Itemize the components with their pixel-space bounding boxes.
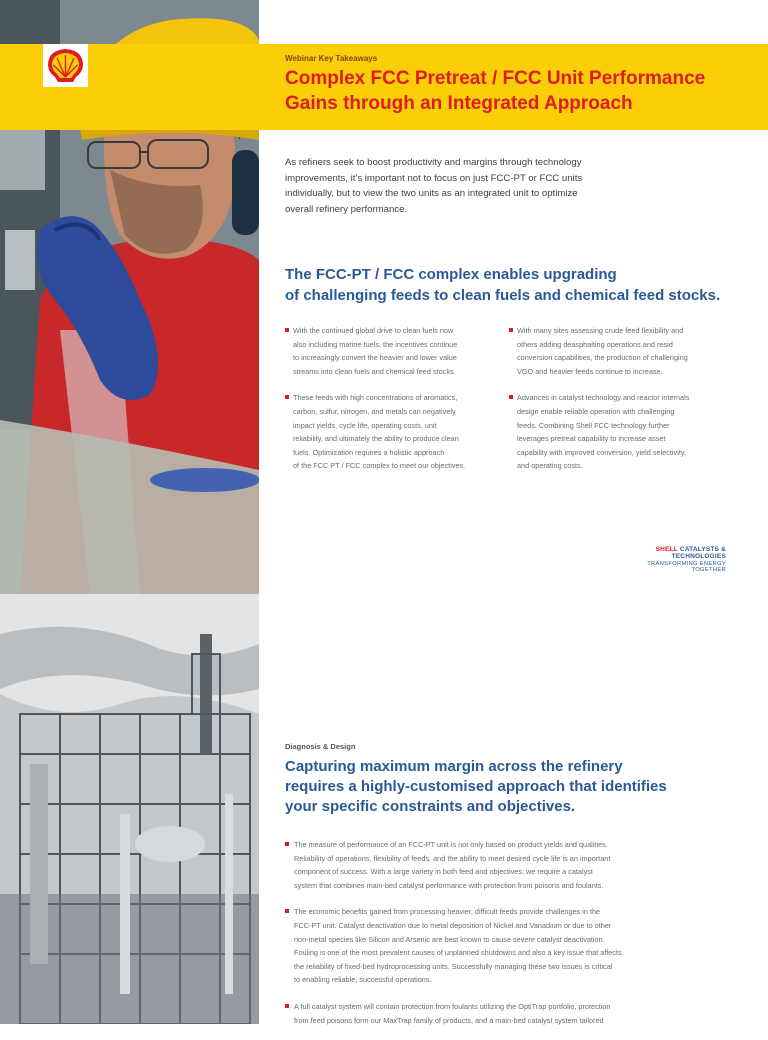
bullet-line: of the FCC PT / FCC complex to meet our objectives. — [293, 461, 466, 471]
section2-heading — [285, 757, 705, 817]
page-title — [285, 66, 745, 116]
bullet-line: fuels. Optimization requires a holistic approach — [293, 447, 445, 457]
webinar-eyebrow: Webinar Key Takeaways — [285, 54, 378, 63]
intro-paragraph — [285, 155, 615, 217]
bullet-paragraph — [285, 905, 665, 987]
bullet-paragraph — [285, 391, 485, 473]
intro-line: improvements, it’s important not to focus on just FCC-PT or FCC units — [285, 172, 583, 184]
bullet-line: VGO and heavier feeds continue to increase. — [517, 366, 663, 376]
bullet-line: feeds. Combining Shell FCC technology further — [517, 420, 670, 430]
bullet-line: streams into clean fuels and chemical feed stocks. — [293, 366, 456, 376]
bullet-line: capability with improved conversion, yield selectivity, — [517, 447, 686, 457]
brand-division: CATALYSTS & TECHNOLOGIES — [671, 546, 726, 560]
bullet-line: These feeds with high concentrations of aromatics, — [293, 393, 458, 403]
bullet-line: the reliability of fixed-bed hydroprocessing units. Successfully managing these two issues is critical — [294, 961, 613, 971]
red-square-bullet-icon — [285, 328, 289, 332]
bullet-line: carbon, sulfur, nitrogen, and metals can negatively — [293, 406, 456, 416]
brand-name — [616, 546, 726, 560]
bullet-line: to increasingly convert the heavier and lower value — [293, 353, 457, 363]
red-square-bullet-icon — [285, 909, 289, 913]
heading-line: Capturing maximum margin across the refinery — [285, 758, 623, 775]
bullet-line: non-metal species like Silicon and Arsenic are best known to cause severe catalyst deactivation. — [294, 934, 605, 944]
bullet-line: and operating costs. — [517, 461, 583, 471]
bullet-line: impact yields, cycle life, operating costs, unit — [293, 420, 437, 430]
section1-right-column — [509, 324, 709, 486]
section2-eyebrow: Diagnosis & Design — [285, 742, 356, 751]
section1-left-column — [285, 324, 485, 486]
bullet-line: A full catalyst system will contain protection from foulants utilizing the OptiTrap portfolio, protection — [294, 1001, 611, 1011]
bullet-line: The economic benefits gained from processing heavier, difficult feeds provide challenges in the — [294, 907, 601, 917]
refinery-illustration — [0, 594, 259, 1024]
bullet-line: Reliability of operations, flexibility of feeds, and the ability to meet desired cycle life is an important — [294, 853, 611, 863]
brand-shell-word: SHELL — [655, 546, 678, 553]
heading-line: The FCC-PT / FCC complex enables upgrading — [285, 266, 617, 283]
bullet-line: component of success. With a large variety in both feed and objectives, we require a catalyst — [294, 867, 593, 877]
heading-line: requires a highly-customised approach that identifies — [285, 778, 667, 795]
intro-line: As refiners seek to boost productivity and margins through technology — [285, 157, 582, 168]
shell-pecten-icon — [43, 44, 88, 87]
title-line-1: Complex FCC Pretreat / FCC Unit Performance — [285, 68, 706, 89]
bullet-line: Fouling is one of the most prevalent causes of unplanned shutdowns and also a key issue that affects — [294, 948, 622, 958]
bullet-line: others adding deasphalting operations and resid — [517, 339, 673, 349]
title-line-2: Gains through an Integrated Approach — [285, 93, 633, 114]
red-square-bullet-icon — [285, 395, 289, 399]
shell-logo — [43, 44, 88, 87]
bullet-line: The measure of performance of an FCC-PT unit is not only based on product yields and qualities. — [294, 840, 608, 849]
bullet-line: system that combines main-bed catalyst performance with protection from poisons and foulants. — [294, 880, 604, 890]
bullet-paragraph — [285, 1000, 665, 1027]
intro-line: overall refinery performance. — [285, 203, 408, 215]
bullet-line: conversion capabilities, the production of challenging — [517, 353, 688, 363]
bullet-line: design enable reliable operation with challenging — [517, 406, 675, 416]
bullet-paragraph — [509, 324, 709, 378]
bullet-line: also including marine fuels, the incentives continue — [293, 339, 458, 349]
bullet-paragraph — [509, 391, 709, 473]
bullet-paragraph — [285, 838, 665, 892]
red-square-bullet-icon — [285, 1004, 289, 1008]
bullet-line: to enabling reliable, successful operations. — [294, 975, 432, 985]
bullet-line: from feed poisons form our MaxTrap family of products, and a main-bed catalyst system tailored — [294, 1015, 604, 1025]
brand-tagline: TRANSFORMING ENERGY TOGETHER — [647, 561, 726, 573]
section2-body — [285, 838, 665, 1040]
intro-line: individually, but to view the two units as an integrated unit to optimize — [285, 188, 578, 200]
heading-line: your specific constraints and objectives. — [285, 798, 576, 815]
section1-heading — [285, 264, 745, 306]
bullet-line: With many sites assessing crude feed flexibility and — [517, 326, 684, 335]
bullet-line: reliability, and ultimately the ability to produce clean — [293, 434, 459, 444]
bullet-line: With the continued global drive to clean fuels now — [293, 326, 454, 335]
refinery-photo — [0, 594, 259, 1024]
bullet-paragraph — [285, 324, 485, 378]
red-square-bullet-icon — [285, 842, 289, 846]
bullet-line: Advances in catalyst technology and reactor internals — [517, 393, 690, 403]
brand-signature — [616, 546, 726, 573]
red-square-bullet-icon — [509, 328, 513, 332]
red-square-bullet-icon — [509, 395, 513, 399]
bullet-line: leverages pretreat capability to increase asset — [517, 434, 666, 444]
heading-line: of challenging feeds to clean fuels and chemical feed stocks. — [285, 287, 721, 304]
bullet-line: FCC-PT unit. Catalyst deactivation due to metal deposition of Nickel and Vanadium or due to other — [294, 920, 612, 930]
